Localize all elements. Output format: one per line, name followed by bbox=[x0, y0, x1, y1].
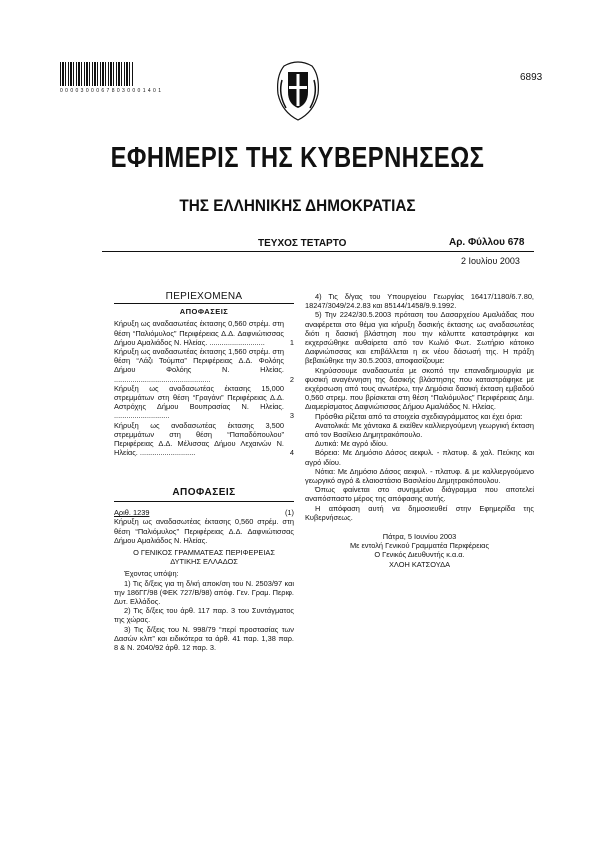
paragraph: Η απόφαση αυτή να δημοσιευθεί στην Εφημερίδα της Κυβερνήσεως. bbox=[305, 503, 534, 522]
toc-item-page: 4 bbox=[289, 448, 294, 458]
paragraph: Δυτικά: Με αγρό ιδίου. bbox=[315, 439, 388, 449]
decision-number: Αριθ. 1239 bbox=[114, 508, 150, 518]
paragraph: 4) Τις δ/γας του Υπουργείου Γεωργίας 16417/1180/6.7.80, 18247/3049/24.2.83 και 85144/1458/9.9.1992. bbox=[305, 292, 534, 311]
decision-summary: Κήρυξη ως αναδασωτέας έκτασης 0,560 στρέμ. στη θέση “Παλιόμυλος” Περιφέρειας Δ.Δ. Δαφνιώτισσας Δήμου Αμαλιάδος Ν. Ηλείας. bbox=[114, 517, 294, 545]
signature-line-2: Ο Γενικός Διευθυντής κ.α.α. bbox=[374, 550, 465, 560]
consideration-item: 1) Τις δ/ξεις για τη δ/κή αποκ/ση του Ν. 2503/97 και την 186ΓΓ/98 (ΦΕΚ 727/Β/98) απόφ. Γεν. Γραμ. Περιφ. Δυτ. Ελλάδος. bbox=[114, 578, 294, 607]
gazette-subtitle: ΤΗΣ ΕΛΛΗΝΙΚΗΣ ΔΗΜΟΚΡΑΤΙΑΣ bbox=[179, 196, 416, 215]
contents-subheading: ΑΠΟΦΑΣΕΙΣ bbox=[179, 307, 229, 317]
toc-item-text: Κήρυξη ως αναδασωτέας έκτασης 15,000 στρεμμάτων στη θέση “Γραγάνι” Περιφέρειας Δ.Δ. Αστρόχης Δήμου Βουπρασίας Ν. Ηλείας. ........................... bbox=[114, 383, 284, 421]
signature-place-date: Πάτρα, 5 Ιουνίου 2003 bbox=[382, 532, 457, 542]
toc-item-text: Κήρυξη ως αναδασωτέας έκτασης 1,560 στρέμ. στη θέση “Λάζι Τούμπα” Περιφέρειας Δ.Δ. Φολόης Δήμου Φολόης Ν. Ηλείας. ............................................... bbox=[114, 347, 284, 384]
header-rule bbox=[102, 251, 534, 252]
contents-heading: ΠΕΡΙΕΧΟΜΕΝΑ bbox=[165, 291, 243, 302]
paragraph: Κηρύσσουμε αναδασωτέα με σκοπό την επαναδημιουργία με φυσική αναγέννηση της δασικής βλάστησης που καταστράφηκε με εκχέρσωση από τους ανωτέρω, την Δημόσια δασική έκταση εμβαδού 0,560 στρεμ. που βρίσκεται στη θέση “Παλιόμυλος” Περιφέρειας Δημ. Διαμερίσματος Δαφνιώτισσας Δήμου Αμαλιάδος Ν. Ηλείας. bbox=[305, 365, 534, 412]
paragraph: Βόρεια: Με Δημόσιο Δάσος αειφυλ. - πλατυφ. & χαλ. Πεύκης και αγρό ιδίου. bbox=[305, 448, 534, 467]
greek-coat-of-arms-icon bbox=[274, 60, 322, 122]
paragraph: Ανατολικά: Με χάντακα & εκείθεν καλλιεργούμενη γεωργική έκταση από τον Βασίλειο Δημητρακόπουλο. bbox=[305, 420, 534, 440]
barcode bbox=[60, 62, 134, 86]
issue-label: ΤΕΥΧΟΣ ΤΕΤΑΡΤΟ bbox=[258, 238, 347, 249]
gazette-title: ΕΦΗΜΕΡΙΣ ΤΗΣ ΚΥΒΕΡΝΗΣΕΩΣ bbox=[110, 142, 485, 174]
barcode-number: 0 0 0 0 3 0 0 0 6 7 8 0 3 0 0 0 1 4 0 1 bbox=[60, 88, 162, 94]
paragraph: Πρόσθια ρίζεται από τα στοιχεία σχεδιαγράμματος και έχει όρια: bbox=[315, 411, 523, 421]
toc-item-text: Κήρυξη ως αναδασωτέας έκτασης 0,560 στρέμ. στη θέση “Παλιόμυλος” Περιφέρειας Δ.Δ. Δαφνιώτισσας Δήμου Αμαλιάδος Ν. Ηλείας. ........................... bbox=[114, 319, 284, 347]
signature-block bbox=[305, 532, 534, 569]
paragraph: 5) Την 2242/30.5.2003 πρόταση του Δασαρχείου Αμαλιάδας που αναφέρεται στο θέμα για κήρυξη δασικής έκτασης ως αναδασωτέας διότι η δασική βλάστηση που την κάλυπτε καταστράφηκε και εκχερσώθηκε αυθαίρετα από τον Κωλιό Φωτ. Σωτήριο κάτοικο Δαφνιώτισσας και επιβάλλεται η εκ νέου δάσωσή της. Η πράξη βεβαιώθηκε την 30.5.2003, αποφασίζουμε: bbox=[305, 310, 534, 366]
toc-item[interactable] bbox=[114, 421, 294, 458]
toc-item-text: Κήρυξη ως αναδασωτέας έκτασης 3,500 στρεμμάτων στη θέση “Παπαδόπουλου” Περιφέρειας Δ.Δ. Μέλισσας Δήμου Λεχαινών Ν. Ηλείας. ........................... bbox=[114, 420, 284, 458]
decision-number-note: (1) bbox=[284, 508, 294, 518]
toc-item[interactable] bbox=[114, 319, 294, 347]
sheet-number: Αρ. Φύλλου 678 bbox=[449, 237, 525, 248]
decision-number-row bbox=[114, 508, 294, 517]
decision-section bbox=[114, 488, 294, 652]
contents-section bbox=[114, 292, 294, 457]
toc-item-page: 3 bbox=[289, 411, 294, 421]
decisions-rule bbox=[114, 501, 294, 502]
issue-date: 2 Ιουλίου 2003 bbox=[461, 256, 520, 266]
toc-item-page: 1 bbox=[289, 337, 294, 347]
signatory-name: ΧΛΟΗ ΚΑΤΣΟΥΔΑ bbox=[389, 559, 450, 569]
toc-item[interactable] bbox=[114, 347, 294, 384]
authority-line-2: ΔΥΤΙΚΗΣ ΕΛΛΑΔΟΣ bbox=[170, 557, 238, 567]
toc-item-page: 2 bbox=[289, 374, 294, 384]
contents-rule bbox=[114, 303, 294, 304]
page-number: 6893 bbox=[520, 72, 543, 83]
considerations-intro: Έχοντας υπόψη: bbox=[124, 569, 179, 579]
consideration-item: 2) Τις δ/ξεις του άρθ. 117 παρ. 3 του Συντάγματος της χώρας. bbox=[114, 606, 294, 625]
signature-line-1: Με εντολή Γενικού Γραμματέα Περιφέρειας bbox=[349, 541, 490, 551]
consideration-item: 3) Τις δ/ξεις του Ν. 998/79 “περί προστασίας των Δασών κλπ” και ειδικότερα τα άρθ. 41 παρ. 1,38 παρ. 8 & Ν. 2040/92 άρθ. 12 παρ. 3. bbox=[114, 624, 294, 653]
right-column bbox=[305, 292, 534, 569]
paragraph: Νότια: Με Δημόσιο Δάσος αειφυλ. - πλατυφ. & με καλλιεργούμενο γεωργικό αγρό & ελαιοστάσιο Βασιλείου Δημητρακόπουλου. bbox=[305, 466, 534, 486]
paragraph: Όπως φαίνεται στο συνημμένο διάγραμμα που αποτελεί αναπόσπαστο μέρος της απόφασης αυτής. bbox=[305, 485, 534, 504]
decisions-heading: ΑΠΟΦΑΣΕΙΣ bbox=[172, 487, 236, 498]
toc-item[interactable] bbox=[114, 384, 294, 421]
authority-line-1: Ο ΓΕΝΙΚΟΣ ΓΡΑΜΜΑΤΕΑΣ ΠΕΡΙΦΕΡΕΙΑΣ bbox=[133, 548, 275, 558]
